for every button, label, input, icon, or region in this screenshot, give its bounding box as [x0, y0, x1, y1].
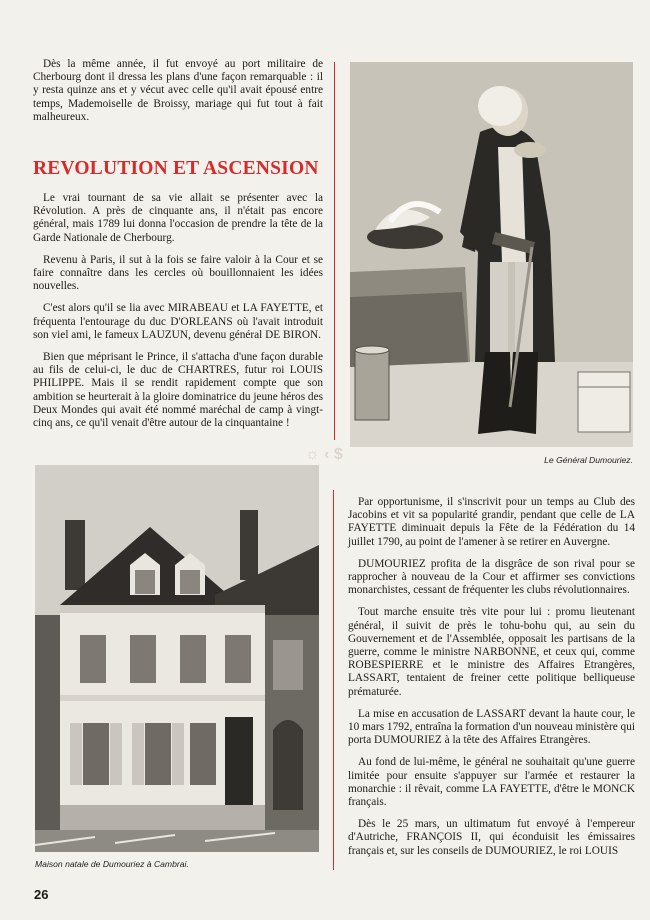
paragraph: Bien que méprisant le Prince, il s'attacha d'une façon durable au fils de celui-ci, le duc de CHARTRES, futur roi LOUIS PHILIPPE. Mais il se rendit rapidement compte que son ambition se heurterait à la gloire dominatrice du jeune héros des Deux Mondes qui avait été nommé maréchal de camp à vingt-cinq ans, ce qu'il venait d'être autour de la cinquantaine !	[33, 351, 323, 430]
left-text-column	[33, 58, 323, 439]
watermark-logo: ☼ ‹ $	[305, 446, 343, 463]
house-caption: Maison natale de Dumouriez à Cambrai.	[35, 859, 189, 869]
paragraph: DUMOURIEZ profita de la disgrâce de son rival pour se rapprocher à nouveau de la Cour et affirmer ses convictions monarchistes, cessant de fréquenter les clubs révolutionnaires.	[348, 557, 635, 597]
red-divider-rule	[334, 62, 335, 440]
red-divider-rule	[333, 490, 334, 870]
right-text-column	[348, 496, 635, 867]
paragraph: Tout marche ensuite très vite pour lui : promu lieutenant général, il suivit de près le tohu-bohu qui, au sein du Gouvernement et de l'Assemblée, opposait les partisans de la guerre, comme le ministre NARBONNE, et ceux qui, comme ROBESPIERRE et le ministre des Affaires Etrangères, LASSART, tentaient de freiner cette politique belliqueuse prématurée.	[348, 606, 635, 698]
birth-house-photo	[35, 465, 319, 852]
paragraph: Dès la même année, il fut envoyé au port militaire de Cherbourg dont il dressa les plans d'une façon remarquable : il y resta quinze ans et y vécut avec celle qu'il avait épousé entre temps, Mademoiselle de Broissy, mariage qui fut tout à fait malheureux.	[33, 58, 323, 123]
section-heading: REVOLUTION ET ASCENSION	[33, 158, 319, 180]
paragraph: Revenu à Paris, il sut à la fois se faire valoir à la Cour et se faire connaître dans les cercles où bouillonnaient les idées nouvelles.	[33, 253, 323, 293]
paragraph: Par opportunisme, il s'inscrivit pour un temps au Club des Jacobins et vit sa popularité grandir, pendant que celle de LA FAYETTE diminuait depuis la Fête de la Fédération du 14 juillet 1790, au point de l'amener à se retirer en Auvergne.	[348, 496, 635, 548]
paragraph: La mise en accusation de LASSART devant la haute cour, le 10 mars 1792, entraîna la formation d'un nouveau ministère qui porta DUMOURIEZ à la tête des Affaires Etrangères.	[348, 707, 635, 747]
paragraph: C'est alors qu'il se lia avec MIRABEAU et LA FAYETTE, et fréquenta l'entourage du duc D'ORLEANS où l'avait introduit son viel ami, le fameux LAUZUN, devenu général DE BIRON.	[33, 302, 323, 341]
page-number: 26	[34, 887, 49, 902]
general-portrait-image	[350, 62, 633, 447]
paragraph: Au fond de lui-même, le général ne souhaitait qu'une guerre limitée pour ensuite s'appuyer sur l'armée et restaurer la monarchie : il rêvait, comme LA FAYETTE, d'être le MONCK français.	[348, 756, 635, 809]
portrait-caption: Le Général Dumouriez.	[544, 455, 633, 465]
paragraph: Dès le 25 mars, un ultimatum fut envoyé à l'empereur d'Autriche, FRANÇOIS II, qui éconduisit les émissaires français et, sur les conseils de DUMOURIEZ, le roi LOUIS	[348, 818, 635, 857]
paragraph: Le vrai tournant de sa vie allait se présenter avec la Révolution. A près de cinquante ans, il n'était pas encore général, mais 1789 lui donna l'occasion de prendre la tête de la Garde Nationale de Cherbourg.	[33, 192, 323, 244]
